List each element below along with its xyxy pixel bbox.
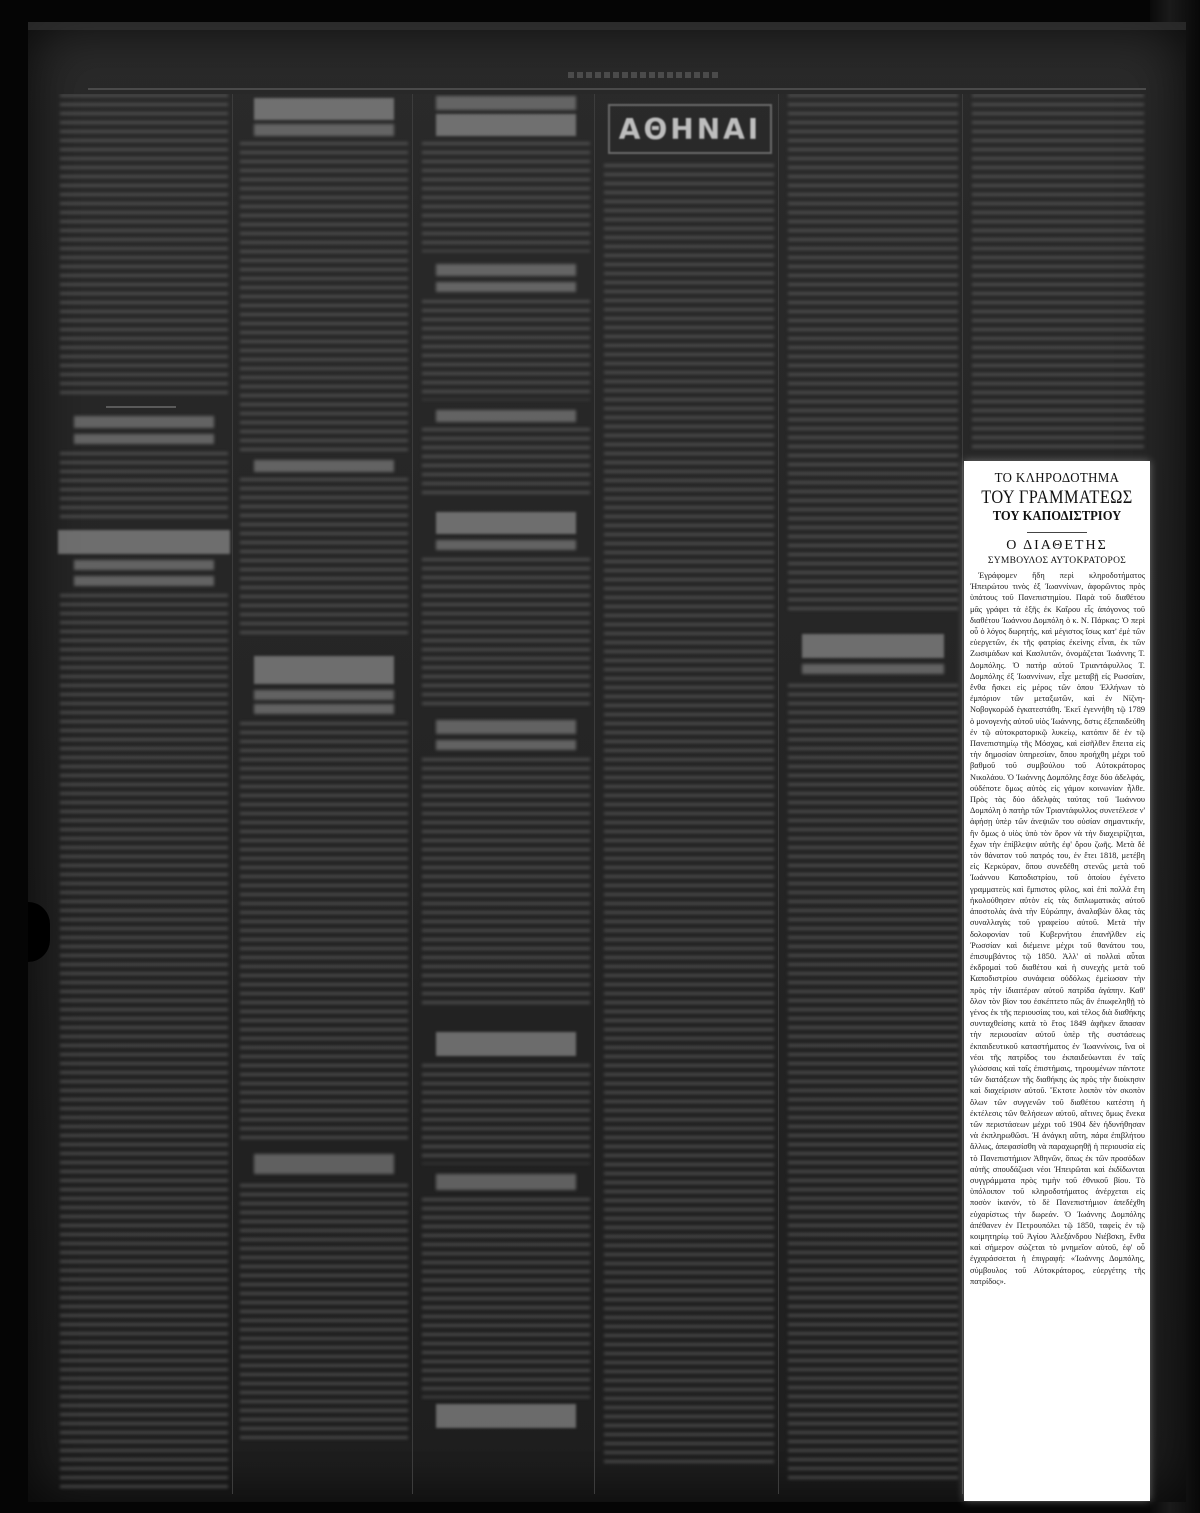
section-heading: ΑΘΗΝΑΙ [608, 104, 772, 154]
heading [436, 1032, 576, 1056]
body-text [60, 94, 228, 394]
column-separator [594, 94, 595, 1494]
body-text [240, 1184, 408, 1444]
body-text [422, 1064, 590, 1164]
binder-hole [28, 902, 50, 962]
heading [254, 656, 394, 684]
masthead-dateline [568, 72, 718, 78]
table-block [422, 758, 590, 1008]
heading [74, 576, 214, 586]
heading [254, 460, 394, 472]
article-bottom-fade [964, 1477, 1150, 1501]
heading [436, 540, 576, 550]
column-separator [962, 94, 963, 1494]
heading [436, 114, 576, 136]
column-6 [968, 94, 1148, 454]
article-subtitle-2: ΣΥΜΒΟΥΛΟΣ ΑΥΤΟΚΡΑΤΟΡΟΣ [987, 556, 1127, 566]
body-text [788, 94, 958, 614]
heading [436, 1404, 576, 1428]
column-5 [784, 94, 962, 1494]
column-4 [600, 94, 778, 1494]
heading [802, 664, 944, 674]
page-top-edge [28, 22, 1186, 30]
heading [254, 704, 394, 714]
heading [254, 124, 394, 136]
body-text [422, 428, 590, 498]
heading [74, 416, 214, 428]
heading [436, 96, 576, 110]
column-1 [56, 94, 232, 1494]
body-text [422, 300, 590, 400]
heading [74, 560, 214, 570]
body-text [240, 142, 408, 452]
heading [436, 410, 576, 422]
heading [254, 690, 394, 700]
highlighted-article [964, 461, 1150, 1501]
heading [74, 434, 214, 444]
column-3 [418, 94, 594, 1494]
body-text [788, 684, 958, 1484]
heading [254, 98, 394, 120]
body-text [422, 558, 590, 708]
body-text [422, 142, 590, 252]
column-separator [232, 94, 233, 1494]
top-rule [88, 88, 1146, 90]
body-text [240, 478, 408, 638]
article-body: Ἐγράφομεν ἤδη περὶ κληροδοτήματος Ἠπειρώτου τινὸς ἐξ Ἰωαννίνων, ἀφορῶντος πρὸς ὑπάτους τοῦ Πανεπιστημίου. Παρὰ τοῦ διαθέτου μᾶς γράφει τὰ ἑξῆς ἐκ Καΐρου εἷς ἀπόγονος τοῦ διαθέτου Ἰωάννου Δομπόλη ὁ κ. Ν. Πάρκας: Ὁ περὶ οὗ ὁ λόγος δωρητής, καὶ μέγιστος ἴσως κατ' ἐμὲ τῶν εὐεργετῶν, ἐκ τῆς φατρίας ἐκείνης εἶναι, ἐκ τῶν Ζωσιμάδων καὶ Κασλυτῶν, ὀνομάζεται Ἰωάννης Τ. Δομπόλης. Ὁ πατὴρ αὐτοῦ Τριαντάφυλλος Τ. Δομπόλης ἐξ Ἰωαννίνων, εἶχε μεταβῇ εἰς Ρωσσίαν, ἔνθα ἤσκει εἰς μέρος τῶν ὁπου Ἑλλήνων τὸ ἐμπόριον τῶν μεταξωτῶν, καὶ ἐν Νίζνη-Νοβογκορὼδ ἐγκατεστάθη. Ἐκεῖ ἐγεννήθη τῷ 1789 ὁ μονογενὴς αὐτοῦ υἱὸς Ἰωάννης, ὅστις ἐξεπαιδεύθη ἐν τῷ αὐτοκρατορικῷ λυκείῳ, κατόπιν δὲ ἐν τῷ Πανεπιστημίῳ τῆς Μόσχας, καὶ εἰσῆλθεν ἔπειτα εἰς τὴν δημοσίαν ὑπηρεσίαν, ὅπου προήχθη μέχρι τοῦ βαθμοῦ τοῦ συμβούλου τοῦ Αὐτοκράτορος Νικολάου. Ὁ Ἰωάννης Δομπόλης ἔσχε δύο ἀδελφάς, οὐδέποτε ὅμως αὐτὸς εἰς γάμον κοινωνίαν ἦλθε. Πρὸς τὰς δύο ἀδελφὰς ταύτας τοῦ Ἰωάννου Δομπόλη ὁ πατὴρ τῶν Τριαντάφυλλος συνετέλεσε ν' ἀφήσῃ ὑπὲρ τῶν ἀνεψιῶν του οὐσίαν σημαντικήν, ἣν ὅμως ὁ υἱὸς ὑπὸ τὸν ὅρον νὰ τὴν διαχειρίζηται, ἔχων τὴν ἐπίβλεψιν αὐτῆς ἐφ' ὅρου ζωῆς. Μετὰ δὲ τὸν θάνατον τοῦ πατρός του, ἐν ἔτει 1818, μετέβη εἰς Κερκύραν, ὅπου συνεδέθη στενῶς μετὰ τοῦ Ἰωάννου Καποδιστρίου, τοῦ ὁποίου ἐγένετο γραμματεὺς καὶ ἔμπιστος φίλος, καὶ ἐπὶ πολλὰ ἔτη ἠκολούθησεν αὐτὸν εἰς τὰς διπλωματικὰς αὐτοῦ ἀποστολὰς ἀνὰ τὴν Εὐρώπην, ἀναλαβὼν ὅλας τὰς συναλλαγὰς τοῦ γραφείου αὐτοῦ. Μετὰ τὴν δολοφονίαν τοῦ Κυβερνήτου ἐπανῆλθεν εἰς Ῥωσσίαν καὶ διέμεινε μέχρι τοῦ θανάτου του, ἐπισυμβάντος τῷ 1850. Ἀλλ' αἱ πολλαὶ αὗται ἐκδρομαὶ τοῦ διαθέτου καὶ ἡ συνεχὴς μετὰ τοῦ Καποδιστρίου συνάφεια οὐδόλως ἐμείωσαν τὴν πρὸς τὴν ἰδιαιτέραν αὐτοῦ πατρίδα ἀγάπην. Καθ' ὅλον τὸν βίον του ἐσκέπτετο πῶς ἂν ἐπωφεληθῇ τὸ γένος ἐκ τῆς περιουσίας του, καὶ τέλος διὰ διαθήκης συνταχθείσης κατὰ τὸ ἔτος 1849 ἀφῆκεν ἅπασαν τὴν περιουσίαν αὐτοῦ ὑπὲρ τῆς συστάσεως ἐκπαιδευτικοῦ καταστήματος ἐν Ἰωαννίνοις, ἵνα οἱ νέοι τῆς πατρίδος του ἐκπαιδεύωνται ἐν ταῖς γλώσσαις καὶ ταῖς ἐπιστήμαις, τηρουμένων πάντοτε τῶν διατάξεων τῆς διαθήκης ὡς πρὸς τὴν διοίκησιν καὶ διαχείρισιν αὐτοῦ. Ἔκτοτε λοιπὸν τὸν σκοπὸν ὅλων τῶν συγγενῶν τοῦ διαθέτου κατέστη ἡ ἐκτέλεσις τῶν θελήσεων αὐτοῦ, αἵτινες ὅμως ἕνεκα τῶν περιστάσεων μέχρι τοῦ 1904 δὲν ἠδυνήθησαν νὰ ἐκπληρωθῶσι. Ἡ ἀνάγκη αὕτη, πάρα ἐπιβλήτου ἄλλως, ἀπεφασίσθη νὰ παραχωρηθῇ ἡ περιουσία εἰς τὸ Πανεπιστήμιον Ἀθηνῶν, ὅπως ἐκ τῶν προσόδων αὐτῆς σπουδάζωσι νέοι Ἠπειρῶται καὶ ἐκδίδωνται συγγράμματα πρὸς τιμὴν τοῦ ἐθνικοῦ βίου. Τὸ ὑπόλοιπον τοῦ κληροδοτήματος ἀνέρχεται εἰς ποσὸν ἱκανόν, τὸ δὲ Πανεπιστήμιον ἀπεδέχθη εὐχαρίστως τὴν δωρεάν. Ὁ Ἰωάννης Δομπόλης ἀπέθανεν ἐν Πετρουπόλει τῷ 1850, ταφεὶς ἐν τῷ κοιμητηρίῳ τοῦ Ἁγίου Ἀλεξάνδρου Νιέβσκη, ἔνθα καὶ σήμερον σώζεται τὸ μνημεῖον αὐτοῦ, ἐφ' οὗ ἐγχαράσσεται ἡ ἐπιγραφή: «Ἰωάννης Δομπόλης, σύμβουλος τοῦ Αὐτοκράτορος, εὐεργέτης τῆς πατρίδος». [970, 571, 1145, 1286]
heading [436, 512, 576, 534]
column-separator [412, 94, 413, 1494]
column-separator [778, 94, 779, 1494]
heading [436, 740, 576, 750]
body-text [60, 594, 228, 1494]
body-text [60, 452, 228, 522]
body-text [972, 94, 1144, 454]
heading [436, 720, 576, 734]
heading [254, 1154, 394, 1174]
column-2 [236, 94, 412, 1494]
article-title-line-2: ΤΟΥ ΓΡΑΜΜΑΤΕΩΣ [981, 487, 1133, 508]
heading [802, 634, 944, 658]
body-text [240, 722, 408, 1142]
article-title-line-1: ΤΟ ΚΛΗΡΟΔΟΤΗΜΑ [994, 471, 1120, 486]
heading [436, 282, 576, 292]
body-text [422, 1198, 590, 1398]
heading [436, 1174, 576, 1190]
body-text [604, 164, 774, 1464]
heading [436, 264, 576, 276]
article-subtitle-1: Ο ΔΙΑΘΕΤΗΣ [1006, 538, 1108, 553]
rule [106, 406, 176, 408]
title-divider [1027, 532, 1087, 533]
heading [58, 530, 230, 554]
article-title-line-3: ΤΟΥ ΚΑΠΟΔΙΣΤΡΙΟΥ [992, 509, 1122, 524]
